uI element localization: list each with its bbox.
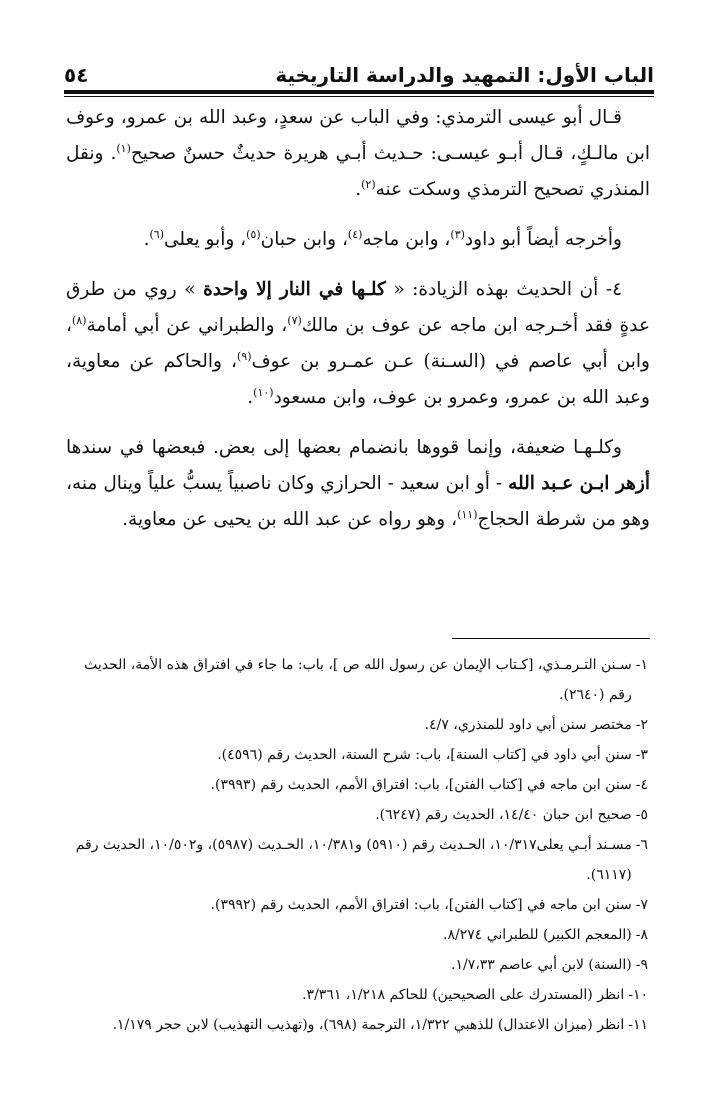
paragraph-3-text-3: ، والطبراني عن أبي أمامة <box>86 315 288 336</box>
footnote-number: ١٠- <box>628 987 648 1003</box>
footnote-text: مختصر سنن أبي داود للمنذري، ٤/٧. <box>424 717 632 733</box>
footnote-number: ٤- <box>635 777 648 793</box>
footnote-ref-11: (١١) <box>457 507 478 521</box>
paragraph-2 <box>66 222 650 258</box>
paragraph-4 <box>66 430 650 538</box>
footnote-item <box>72 980 648 1010</box>
footnote-text: سنن ابن ماجه في [كتاب الفتن]، باب: افتراق الأمم، الحديث رقم (٣٩٩٢). <box>210 897 632 913</box>
footnote-ref-6: (٦) <box>149 227 164 241</box>
footnote-number: ٧- <box>635 897 648 913</box>
footnote-number: ١- <box>635 657 648 673</box>
footnote-ref-8: (٨) <box>71 313 87 327</box>
footnote-ref-5: (٥) <box>246 227 261 241</box>
footnote-ref-7: (٧) <box>287 313 302 327</box>
footnote-text: صحيح ابن حبان ١٤/٤٠، الحديث رقم (٦٢٤٧). <box>375 807 632 823</box>
footnote-item <box>72 1010 648 1040</box>
footnote-ref-1: (١) <box>116 141 131 155</box>
footnote-text: سـنن التـرمـذي، [كـتاب الإيمان عن رسول الله ص ]، باب: ما جاء في افتراق هذه الأمة، الحديث رقم (٢٦٤٠). <box>84 657 632 703</box>
footnote-item <box>72 770 648 800</box>
footnote-number: ١١- <box>628 1017 648 1033</box>
paragraph-4-text-3: ، وهو رواه عن عبد الله بن يحيى عن معاوية. <box>122 509 458 530</box>
footnote-text: سنن ابن ماجه في [كتاب الفتن]، باب: افتراق الأمم، الحديث رقم (٣٩٩٣). <box>210 777 632 793</box>
footnote-item <box>72 740 648 770</box>
footnote-ref-9: (٩) <box>236 349 252 363</box>
paragraph-2-text-5: . <box>143 229 150 250</box>
footnote-item <box>72 920 648 950</box>
footnote-ref-4: (٤) <box>347 227 363 241</box>
footnote-text: (السنة) لابن أبي عاصم ١/٧،٣٣. <box>451 957 632 973</box>
footnote-separator <box>452 638 650 639</box>
footnote-text: انظر (المستدرك على الصحيحين) للحاكم ١/٢١٨، ٣/٣٦١. <box>302 987 625 1003</box>
paragraph-3-text-4: ، وابن أبي عاصم في (السـنة) عـن عمـرو بن عوف <box>66 315 650 372</box>
page-header <box>64 54 654 88</box>
narrator-name: أزهر ابـن عـبد الله <box>508 473 650 494</box>
footnote-ref-3: (٣) <box>450 227 465 241</box>
footnote-item <box>72 710 648 740</box>
hadith-quote: كلـها في النار إلا واحدة <box>203 279 386 300</box>
main-text <box>66 100 650 538</box>
footnote-number: ٥- <box>635 807 648 823</box>
footnote-item <box>72 830 648 890</box>
paragraph-4-text-1: وكلـهـا ضعيفة، وإنما قووها بانضمام بعضها إلى بعض. فبعضها في سندها <box>66 437 622 458</box>
paragraph-3-text-5: ، والحاكم عن معاوية، وعبد الله بن عمرو، وعمرو بن عوف، وابن مسعود <box>66 351 650 408</box>
footnote-number: ٨- <box>635 927 648 943</box>
footnote-item <box>72 800 648 830</box>
footnotes <box>72 650 648 1040</box>
paragraph-4-text-2: - أو ابن سعيد - الحرازي وكان ناصبياً يسبُّ علياً وينال منه، وهو من شرطة الحجاج <box>66 473 650 530</box>
paragraph-2-text-2: ، وابن ماجه <box>362 229 451 250</box>
chapter-title: الباب الأول: التمهيد والدراسة التاريخية <box>275 63 654 87</box>
footnote-ref-2: (٢) <box>361 177 376 191</box>
header-rule-thick <box>64 90 654 94</box>
footnote-text: مسـند أبـي يعلى١٠/٣١٧، الحـديث رقم (٥٩١٠) و١٠/٣٨١، الحـديث (٥٩٨٧)، و١٠/٥٠٢، الحديث رقم (٦١١٧). <box>75 837 632 883</box>
paragraph-1-text-1: قـال أبو عيسى الترمذي: وفي الباب عن سعدٍ، وعبد الله بن عمرو، وعوف ابن مالـكٍ، قـال أبـو عيسـى: حـديث أبـي هريرة حديثٌ حسنٌ صحيح <box>66 107 650 164</box>
paragraph-3-text-6: . <box>247 387 254 408</box>
paragraph-2-text-4: ، وأبو يعلى <box>163 229 247 250</box>
footnote-item <box>72 890 648 920</box>
paragraph-3-text-2: » روي من طرق عدةٍ فقد أخـرجه ابن ماجه عن عوف بن مالك <box>66 279 650 336</box>
paragraph-1 <box>66 100 650 208</box>
header-rule-thin <box>64 96 654 97</box>
paragraph-2-text-3: ، وابن حبان <box>260 229 348 250</box>
paragraph-3-text-1: ٤- أن الحديث بهذه الزيادة: « <box>385 279 623 300</box>
paragraph-2-text-1: وأخرجه أيضاً أبو داود <box>464 229 622 250</box>
footnote-item <box>72 950 648 980</box>
footnote-number: ٦- <box>635 837 648 853</box>
footnote-text: (المعجم الكبير) للطبراني ٨/٢٧٤. <box>443 927 632 943</box>
footnote-item <box>72 650 648 710</box>
paragraph-1-text-2: . ونقل المنذري تصحيح الترمذي وسكت عنه <box>66 143 650 200</box>
footnote-number: ٩- <box>635 957 648 973</box>
footnote-text: انظر (ميزان الاعتدال) للذهبي ١/٣٢٢، الترجمة (٦٩٨)، و(تهذيب التهذيب) لابن حجر ١/١٧٩. <box>112 1017 625 1033</box>
paragraph-1-text-3: . <box>355 179 362 200</box>
paragraph-3 <box>66 272 650 416</box>
footnote-number: ٢- <box>635 717 648 733</box>
footnote-number: ٣- <box>635 747 648 763</box>
page-number: ٥٤ <box>64 63 89 87</box>
footnote-text: سنن أبي داود في [كتاب السنة]، باب: شرح السنة، الحديث رقم (٤٥٩٦). <box>217 747 632 763</box>
footnote-ref-10: (١٠) <box>253 385 274 399</box>
